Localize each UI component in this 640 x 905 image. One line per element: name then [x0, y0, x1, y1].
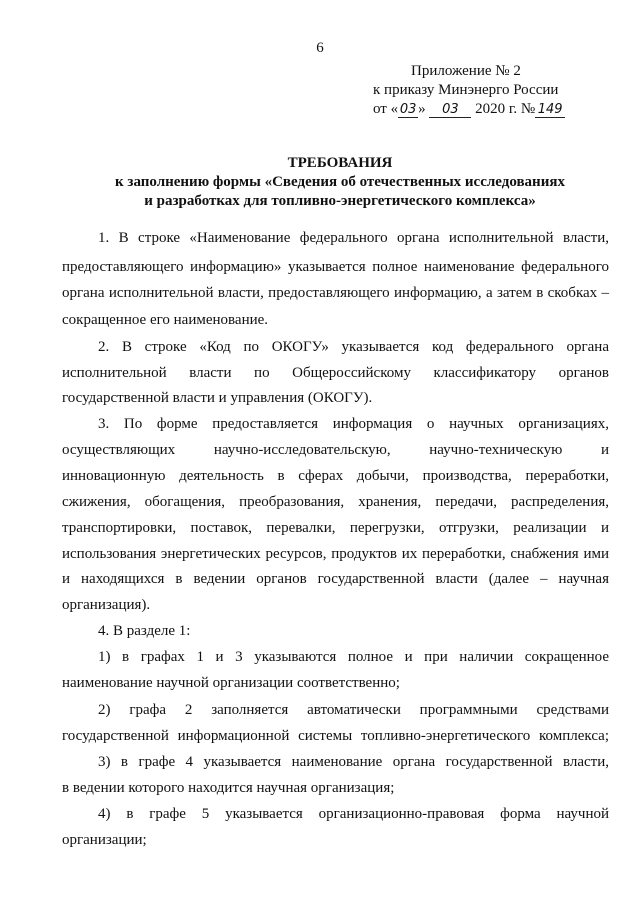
handwritten-order-number: 149 — [535, 103, 565, 118]
date-mid: » — [418, 101, 426, 117]
document-title — [40, 154, 640, 211]
title-heading: ТРЕБОВАНИЯ — [287, 155, 393, 171]
body-line: наименование научной организации соответственно; — [62, 675, 400, 691]
body-line: исполнительной власти по Общероссийскому классификатору органов — [62, 365, 609, 381]
annex-header — [373, 62, 623, 119]
body-line: транспортировки, поставок, перевалки, перегрузки, отгрузки, реализации и — [62, 520, 609, 536]
body-line: 2. В строке «Код по ОКОГУ» указывается код федерального органа — [98, 339, 609, 355]
body-line: 3. По форме предоставляется информация о научных организациях, — [98, 416, 609, 432]
handwritten-month: 03 — [429, 103, 471, 118]
annex-order-ref: к приказу Минэнерго России — [373, 82, 559, 98]
body-line: и находящихся в ведении органов государственной власти (далее – научная — [62, 571, 609, 587]
title-subtitle-1: к заполнению формы «Сведения об отечественных исследованиях — [115, 174, 565, 190]
body-line: сжижения, обогащения, преобразования, хранения, передачи, распределения, — [62, 494, 609, 510]
body-line: в ведении которого находится научная организация; — [62, 780, 395, 796]
body-line: сокращенное его наименование. — [62, 312, 269, 328]
annex-title: Приложение № 2 — [411, 63, 521, 79]
body-line: осуществляющих научно-исследовательскую, научно-техническую и — [62, 442, 609, 458]
body-line: 4. В разделе 1: — [98, 623, 191, 639]
date-year: 2020 г. № — [475, 101, 536, 117]
date-prefix: от « — [373, 101, 399, 117]
body-line: органа исполнительной власти, предоставляющего информацию, а затем в скобках – — [62, 285, 609, 301]
title-subtitle-2: и разработках для топливно-энергетического комплекса» — [144, 193, 536, 209]
body-line: 1) в графах 1 и 3 указываются полное и при наличии сокращенное — [98, 649, 609, 665]
body-line: 2) графа 2 заполняется автоматически программными средствами — [98, 702, 609, 718]
body-line: государственной власти и управления (ОКОГУ). — [62, 390, 373, 406]
annex-date-line — [373, 100, 623, 119]
body-line: предоставляющего информацию» указывается полное наименование федерального — [62, 259, 609, 275]
body-line: 1. В строке «Наименование федерального органа исполнительной власти, — [98, 230, 609, 246]
body-line: инновационную деятельность в сферах добычи, производства, переработки, — [62, 468, 609, 484]
page-number: 6 — [316, 40, 324, 56]
body-line: организации; — [62, 832, 147, 848]
handwritten-day: 03 — [399, 102, 417, 117]
body-line: 4) в графе 5 указывается организационно-правовая форма научной — [98, 806, 609, 822]
body-line: организация). — [62, 597, 151, 613]
body-line: государственной информационной системы топливно-энергетического комплекса; — [62, 728, 609, 744]
body-line: использования энергетических ресурсов, продуктов их переработки, снабжения ими — [62, 546, 609, 562]
body-line: 3) в графе 4 указывается наименование органа государственной власти, — [98, 754, 609, 770]
